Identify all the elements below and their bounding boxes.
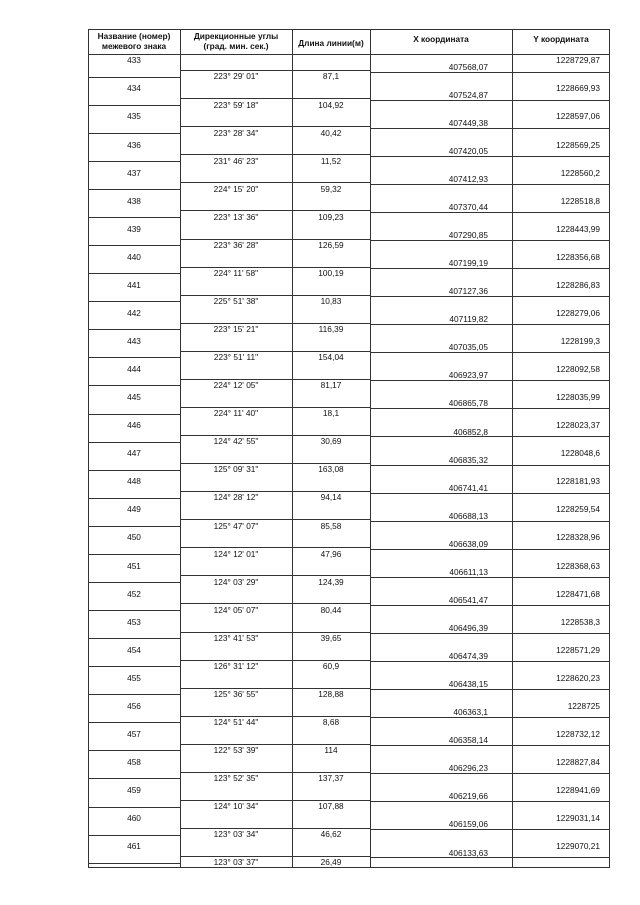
coordinate-cell-border	[370, 605, 610, 606]
segment-angle: 123° 03' 37"	[213, 857, 259, 868]
name-cell-border	[88, 638, 180, 639]
name-cell-border	[88, 273, 180, 274]
point-name: 454	[127, 644, 141, 655]
segment-length: 80,44	[320, 604, 342, 615]
segment-angle: 225° 51' 38"	[213, 296, 259, 306]
point-x-coordinate: 406923,97	[448, 370, 488, 381]
point-x-coordinate: 406852,8	[453, 426, 488, 437]
name-cell-border	[88, 666, 180, 667]
segment-angle: 223° 13' 36"	[213, 211, 259, 222]
point-name: 456	[127, 700, 141, 711]
point-name: 452	[127, 588, 141, 599]
point-name: 433	[127, 55, 141, 66]
name-cell-border	[88, 778, 180, 779]
segment-length: 60,9	[322, 660, 340, 671]
segment-length: 18,1	[322, 408, 340, 419]
coordinate-cell-border	[370, 380, 610, 381]
coordinate-cell-border	[370, 184, 610, 185]
segment-length: 10,83	[320, 296, 342, 306]
point-y-coordinate: 1228941,69	[556, 785, 600, 796]
point-x-coordinate: 406358,14	[448, 735, 488, 746]
name-cell-border	[88, 750, 180, 751]
header-angle-line1: Дирекционные углы	[193, 31, 279, 41]
name-cell-border	[88, 442, 180, 443]
table-top-border	[88, 29, 610, 30]
coordinate-cell-border	[370, 633, 610, 634]
survey-coordinates-table	[88, 29, 610, 868]
point-y-coordinate: 1228048,6	[560, 448, 600, 459]
segment-length: 128,88	[318, 688, 344, 699]
point-name: 440	[127, 251, 141, 262]
point-x-coordinate: 406438,15	[448, 679, 488, 690]
segment-length: 30,69	[320, 436, 342, 447]
point-y-coordinate: 1228368,63	[556, 560, 600, 571]
coordinate-cell-border	[370, 72, 610, 73]
segment-length: 124,39	[318, 576, 344, 587]
point-y-coordinate: 1229031,14	[556, 813, 600, 824]
segment-length: 154,04	[318, 352, 344, 363]
point-x-coordinate: 407524,87	[448, 89, 488, 100]
segment-length: 47,96	[320, 548, 342, 559]
segment-length: 116,39	[318, 324, 344, 335]
name-cell-border	[88, 835, 180, 836]
point-y-coordinate: 1228569,25	[556, 139, 600, 150]
coordinate-cell-border	[370, 324, 610, 325]
segment-length: 137,37	[318, 773, 344, 784]
point-x-coordinate: 406741,41	[448, 482, 488, 493]
point-x-coordinate: 407412,93	[448, 173, 488, 184]
header-angle-line2: (град. мин. сек.)	[203, 40, 269, 51]
segment-length: 8,68	[322, 717, 340, 728]
segment-length: 26,49	[320, 857, 342, 868]
coordinate-cell-border	[370, 661, 610, 662]
header-name-line1: Название (номер)	[97, 31, 171, 41]
name-cell-border	[88, 329, 180, 330]
point-y-coordinate: 1228518,8	[560, 195, 600, 206]
segment-angle: 223° 59' 18"	[213, 99, 259, 110]
point-name: 442	[127, 307, 141, 318]
name-cell-border	[88, 414, 180, 415]
segment-angle: 124° 51' 44"	[213, 717, 259, 728]
point-name: 441	[127, 279, 141, 290]
coordinate-cell-border	[370, 240, 610, 241]
segment-angle: 124° 12' 01"	[213, 548, 259, 559]
coordinate-cell-border	[370, 521, 610, 522]
point-x-coordinate: 406474,39	[448, 651, 488, 662]
coordinate-cell-border	[370, 689, 610, 690]
segment-angle: 231° 46' 23"	[213, 155, 259, 166]
coordinate-cell-border	[370, 100, 610, 101]
coordinate-cell-border	[370, 829, 610, 830]
name-cell-border	[88, 105, 180, 106]
segment-angle: 224° 11' 58"	[213, 267, 259, 278]
header-y: Y координата	[533, 34, 589, 44]
point-name: 445	[127, 392, 141, 403]
point-name: 458	[127, 757, 141, 768]
name-cell-border	[88, 807, 180, 808]
segment-angle: 124° 05' 07"	[213, 604, 259, 615]
point-name: 437	[127, 167, 141, 178]
point-y-coordinate: 1228181,93	[556, 476, 600, 487]
name-cell-border	[88, 470, 180, 471]
name-cell-border	[88, 526, 180, 527]
header-name	[88, 32, 180, 51]
name-cell-border	[88, 133, 180, 134]
name-cell-border	[88, 498, 180, 499]
coordinate-cell-border	[370, 549, 610, 550]
segment-length: 100,19	[318, 267, 344, 278]
name-cell-border	[88, 357, 180, 358]
segment-angle: 123° 41' 53"	[213, 632, 259, 643]
point-y-coordinate: 1228035,99	[556, 392, 600, 403]
segment-angle: 124° 42' 55"	[213, 436, 259, 447]
point-x-coordinate: 407119,82	[449, 314, 488, 325]
point-x-coordinate: 407420,05	[448, 145, 488, 156]
point-name: 436	[127, 139, 141, 150]
segment-angle: 224° 15' 20"	[213, 183, 259, 194]
coordinate-cell-border	[370, 745, 610, 746]
segment-length: 40,42	[320, 127, 342, 138]
segment-angle: 123° 52' 35"	[213, 773, 259, 784]
segment-angle: 223° 28' 34"	[213, 127, 259, 138]
point-name: 455	[127, 672, 141, 683]
segment-length: 107,88	[318, 801, 344, 812]
segment-length: 109,23	[318, 211, 344, 222]
segment-length: 59,32	[320, 183, 342, 194]
point-name: 451	[127, 560, 141, 571]
point-y-coordinate: 1228328,96	[556, 532, 600, 543]
segment-length: 85,58	[320, 520, 342, 531]
point-name: 443	[127, 336, 141, 346]
point-name: 448	[127, 476, 141, 487]
point-x-coordinate: 407035,05	[448, 342, 488, 353]
segment-length: 87,1	[322, 71, 340, 82]
name-cell-border	[88, 161, 180, 162]
segment-length: 104,92	[318, 99, 344, 110]
point-name: 450	[127, 532, 141, 543]
point-y-coordinate: 1228356,68	[556, 251, 600, 262]
name-cell-border	[88, 217, 180, 218]
name-cell-border	[88, 385, 180, 386]
point-name: 457	[127, 728, 141, 739]
coordinate-cell-border	[370, 352, 610, 353]
coordinate-cell-border	[370, 296, 610, 297]
segment-angle: 224° 12' 05"	[213, 380, 259, 391]
point-y-coordinate: 1228443,99	[556, 223, 600, 234]
point-y-coordinate: 1228620,23	[556, 672, 600, 683]
point-x-coordinate: 406835,32	[448, 454, 488, 465]
coordinate-cell-border	[370, 212, 610, 213]
point-name: 435	[127, 111, 141, 122]
point-name: 449	[127, 504, 141, 515]
point-name: 444	[127, 364, 141, 375]
coordinate-cell-border	[370, 436, 610, 437]
segment-length: 163,08	[318, 464, 344, 475]
point-y-coordinate: 1228560,2	[560, 167, 600, 178]
name-cell-border	[88, 554, 180, 555]
segment-angle: 125° 36' 55"	[213, 688, 259, 699]
point-y-coordinate: 1228725	[567, 700, 600, 711]
point-x-coordinate: 406219,66	[448, 791, 488, 802]
segment-length: 126,59	[318, 239, 344, 250]
coordinate-cell-border	[370, 857, 610, 858]
point-y-coordinate: 1228669,93	[556, 83, 600, 94]
point-x-coordinate: 406611,13	[449, 566, 488, 577]
name-cell-border	[88, 77, 180, 78]
point-y-coordinate: 1228729,87	[556, 55, 600, 66]
segment-angle: 224° 11' 40"	[213, 408, 259, 419]
name-cell-border	[88, 610, 180, 611]
segment-angle: 126° 31' 12"	[213, 660, 259, 671]
point-y-coordinate: 1228092,58	[556, 364, 600, 375]
name-cell-border	[88, 245, 180, 246]
point-x-coordinate: 407199,19	[448, 258, 488, 269]
header-length: Длина линии(м)	[298, 38, 364, 48]
point-name: 438	[127, 195, 141, 206]
coordinate-cell-border	[370, 577, 610, 578]
point-y-coordinate: 1228286,83	[556, 279, 600, 290]
point-x-coordinate: 406541,47	[448, 594, 488, 605]
segment-angle: 223° 15' 21"	[213, 324, 259, 335]
point-y-coordinate: 1228538,3	[560, 616, 600, 627]
coordinate-cell-border	[370, 268, 610, 269]
segment-length: 114	[324, 745, 338, 756]
point-y-coordinate: 1229070,21	[556, 841, 600, 852]
segment-length: 39,65	[320, 632, 342, 643]
point-y-coordinate: 1228827,84	[556, 757, 600, 768]
coordinate-cell-border	[370, 408, 610, 409]
segment-angle: 125° 09' 31"	[213, 464, 259, 475]
segment-angle: 125° 47' 07"	[213, 520, 259, 531]
segment-angle: 124° 28' 12"	[213, 492, 259, 503]
point-name: 447	[127, 448, 141, 459]
coordinate-cell-border	[370, 465, 610, 466]
point-name: 434	[127, 83, 141, 94]
point-name: 439	[127, 223, 141, 234]
coordinate-cell-border	[370, 156, 610, 157]
point-x-coordinate: 407449,38	[448, 117, 488, 128]
name-cell-border	[88, 582, 180, 583]
point-y-coordinate: 1228471,68	[556, 588, 600, 599]
segment-angle: 123° 03' 34"	[213, 829, 259, 840]
point-y-coordinate: 1228571,29	[556, 644, 600, 655]
point-x-coordinate: 406296,23	[448, 763, 488, 774]
segment-angle: 223° 29' 01"	[213, 71, 259, 82]
name-cell-border	[88, 722, 180, 723]
point-x-coordinate: 406133,63	[448, 847, 488, 858]
coordinate-cell-border	[370, 773, 610, 774]
point-name: 453	[127, 616, 141, 627]
segment-angle: 122° 53' 39"	[213, 745, 259, 756]
segment-length: 11,52	[320, 155, 342, 166]
point-name: 460	[127, 813, 141, 824]
coordinate-cell-border	[370, 717, 610, 718]
segment-angle: 124° 10' 34"	[213, 801, 259, 812]
segment-length: 81,17	[320, 380, 342, 391]
name-cell-border	[88, 694, 180, 695]
point-x-coordinate: 406688,13	[448, 510, 488, 521]
point-x-coordinate: 406159,06	[448, 819, 488, 830]
point-y-coordinate: 1228279,06	[556, 307, 600, 318]
point-y-coordinate: 1228732,12	[556, 728, 600, 739]
point-x-coordinate: 407370,44	[448, 201, 488, 212]
segment-length: 94,14	[320, 492, 342, 503]
header-x: X координата	[413, 34, 469, 44]
point-name: 446	[127, 420, 141, 431]
coordinate-cell-border	[370, 801, 610, 802]
name-cell-border	[88, 301, 180, 302]
name-cell-border	[88, 863, 180, 864]
header-angle	[180, 32, 292, 51]
segment-angle: 223° 36' 28"	[213, 239, 259, 250]
header-name-line2: межевого знака	[101, 40, 167, 51]
point-y-coordinate: 1228023,37	[556, 420, 600, 431]
coordinate-cell-border	[370, 128, 610, 129]
point-y-coordinate: 1228597,06	[556, 111, 600, 122]
point-x-coordinate: 406638,09	[448, 538, 488, 549]
segment-angle: 223° 51' 11"	[213, 352, 259, 363]
name-cell-border	[88, 189, 180, 190]
segment-angle: 124° 03' 29"	[213, 576, 259, 587]
point-y-coordinate: 1228199,3	[560, 336, 600, 346]
point-name: 459	[127, 785, 141, 796]
coordinate-cell-border	[370, 493, 610, 494]
point-x-coordinate: 407568,07	[448, 61, 488, 72]
point-x-coordinate: 406865,78	[448, 398, 488, 409]
point-x-coordinate: 407127,36	[448, 286, 488, 297]
segment-length: 46,62	[320, 829, 342, 840]
point-name: 461	[127, 841, 141, 852]
point-x-coordinate: 406496,39	[448, 623, 488, 633]
point-y-coordinate: 1228259,54	[556, 504, 600, 515]
point-x-coordinate: 406363,1	[453, 707, 488, 718]
point-x-coordinate: 407290,85	[448, 230, 488, 241]
